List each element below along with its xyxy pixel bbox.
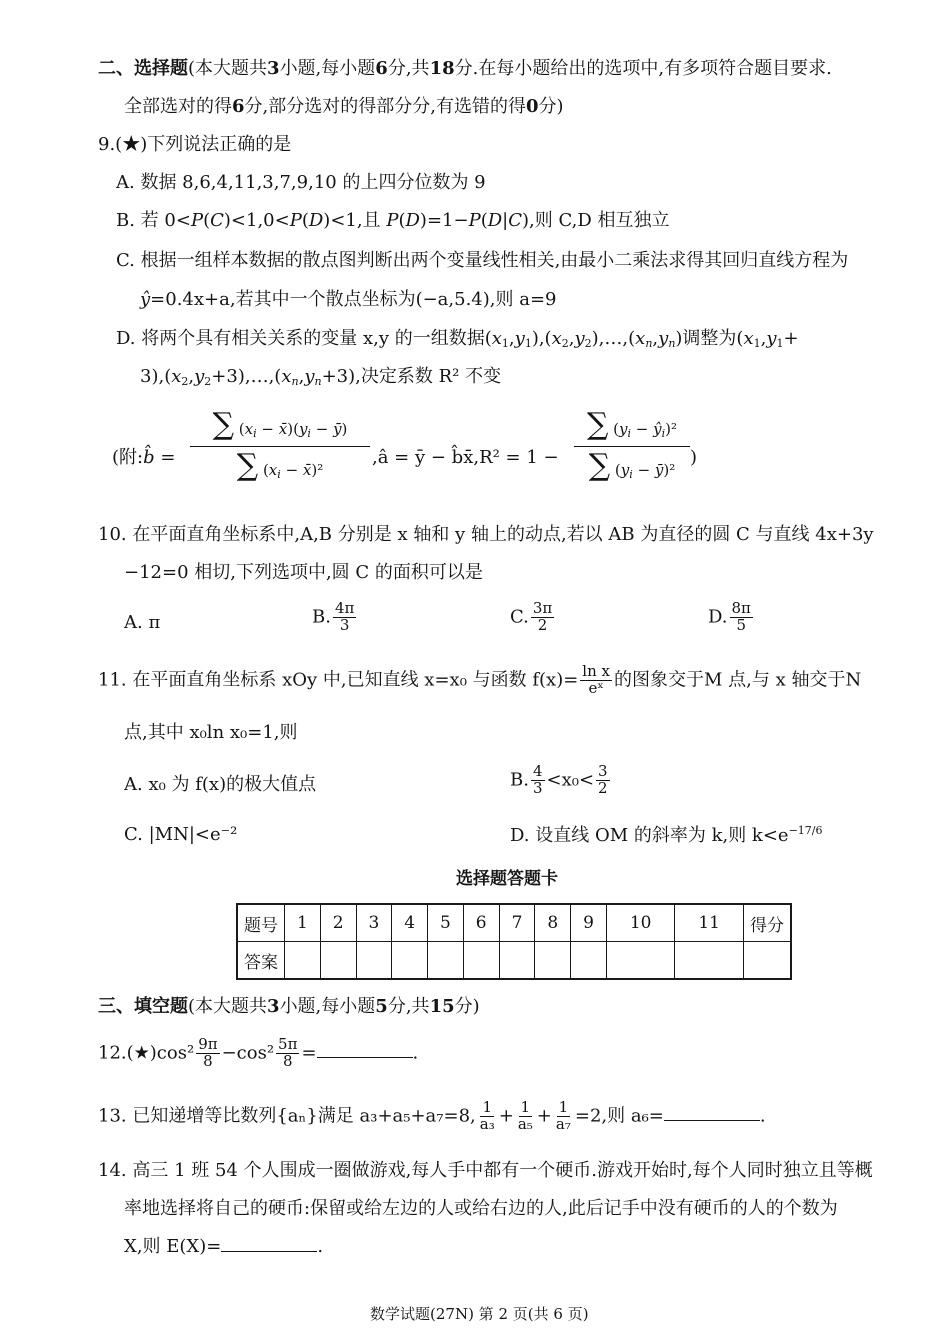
question-number: 2 [320,904,356,942]
b-hat-formula: ∑ ($x_i$ − $x̄)(y_i$ − ȳ) ∑ ($x_i$ − x̄)² [190,410,370,481]
text: 分) [538,96,564,117]
q9-note-close: ) [690,447,698,468]
text: =2,则 a₆= [574,1105,664,1127]
text: 18 [429,58,455,79]
section2-header [98,58,832,80]
q14-answer-blank[interactable] [221,1237,317,1252]
q10-option-d [708,601,755,634]
answer-cell[interactable] [606,942,674,980]
q14-line3 [124,1236,323,1258]
text: 9π [198,1035,218,1053]
text: 8π [731,599,751,617]
text: 3), [140,366,165,387]
text: 3 [267,58,280,79]
answer-cell[interactable] [356,942,392,980]
score-cell[interactable] [744,942,792,980]
text: 3 [532,778,543,797]
text: 3 [267,996,280,1017]
q14-line1: 14. 高三 1 班 54 个人围成一圈做游戏,每人手中都有一个硬币.游戏开始时,每个人同时独立且等概 [98,1160,873,1181]
text: (附: [112,447,144,468]
text: C. [510,606,529,628]
question-number: 11 [675,904,744,942]
text: 5π [278,1035,298,1053]
q12-answer-blank[interactable] [317,1043,413,1058]
text: ln x [582,662,610,680]
q13-answer-blank[interactable] [664,1106,760,1121]
text: . [759,1105,766,1127]
answer-cell[interactable] [535,942,571,980]
question-number: 7 [499,904,535,942]
q9-option-c-line1: C. 根据一组样本数据的散点图判断出两个变量线性相关,由最小二乘法求得其回归直线方程为 [116,250,849,271]
answer-cell[interactable] [285,942,321,980]
text: . [412,1042,419,1064]
q11-option-d [510,824,823,847]
text: + [536,1105,552,1127]
text: D. [708,606,728,628]
q9-option-b: B. 若 0<P(C)<1,0<P(D)<1,且 P(D)=1−P(D|C),则 C,D 相互独立 [116,210,670,231]
text: (本大题共 [188,58,268,79]
answer-cell[interactable] [571,942,607,980]
q10-option-b [312,601,358,634]
text: <x₀< [546,769,595,791]
text: 11. 在平面直角坐标系 xOy 中,已知直线 x=x₀ 与函数 f(x)= [98,669,579,691]
q9-option-d-line1: D. 将两个具有相关关系的变量 x,y 的一组数据$(x_1,y_1),(x_2,y_2),\dots,(x_n,y_n)$调整为($x_1,y_1+$ [116,328,799,350]
text: ,则 C,D 相互独立 [529,210,670,231]
row-label-number: 题号 [237,904,285,942]
q10-option-a: A. π [124,612,161,633]
r2-formula: ∑ ($y_i$ − $ŷ_i)^2$ ∑ ($y_i$ − ȳ)² [574,410,690,481]
text: 2 [537,615,548,634]
text: + [498,1105,514,1127]
q9-option-a: A. 数据 8,6,4,11,3,7,9,10 的上四分位数为 9 [116,172,486,193]
text: 的图象交于M 点,与 x 轴交于N [613,669,862,691]
text: −17/6 [788,824,823,837]
text: =0.4x+a,若其中一个散点坐标为(−a,5.4),则 a=9 [150,289,557,310]
score-label: 得分 [744,904,792,942]
q11-option-c: C. |MN|<e⁻² [124,824,238,845]
question-number: 9 [571,904,607,942]
q10-option-c [510,601,556,634]
text: 全部选对的得 [124,96,232,117]
answer-cell[interactable] [675,942,744,980]
text: 分,共 [387,996,430,1017]
question-number: 10 [606,904,674,942]
text: 15 [429,996,455,1017]
question-number: 3 [356,904,392,942]
text: 12.(★)cos² [98,1042,195,1064]
question-number: 4 [392,904,428,942]
answer-cell[interactable] [499,942,535,980]
q12 [98,1037,418,1070]
answer-cell[interactable] [392,942,428,980]
text: X,则 E(X)= [124,1236,222,1257]
q10-stem-line2: −12=0 相切,下列选项中,圆 C 的面积可以是 [124,562,483,583]
q11-stem-line1 [98,664,861,697]
text: = [301,1042,317,1064]
answer-card-table [236,903,792,980]
page-footer: 数学试题(27N) 第 2 页(共 6 页) [370,1305,589,1323]
a-hat-formula: ,â = ȳ − b̂x̄,R² = 1 − [372,447,559,468]
text: 0 [525,96,539,117]
text: 4 [532,762,543,780]
q13 [98,1100,766,1133]
text: a₃ [479,1114,495,1133]
text: B. 若 0< [116,210,191,231]
q10-stem-line1: 10. 在平面直角坐标系中,A,B 分别是 x 轴和 y 轴上的动点,若以 AB 为直径的圆 C 与直线 4x+3y [98,524,874,545]
text: 5 [375,996,388,1017]
question-number: 8 [535,904,571,942]
question-number: 6 [463,904,499,942]
text: 分,共 [387,58,430,79]
section2-title: 二、选择题 [98,58,188,79]
text: ,决定系数 R² 不变 [355,366,502,387]
row-label-answer: 答案 [237,942,285,980]
q11-stem-line2: 点,其中 x₀ln x₀=1,则 [124,722,298,743]
text: 2 [598,778,608,797]
text: 3π [532,599,553,617]
answer-cell[interactable] [463,942,499,980]
q11-option-b [510,764,612,797]
answer-card-title: 选择题答题卡 [456,869,558,889]
q11-option-a: A. x₀ 为 f(x)的极大值点 [124,774,317,795]
q9-option-c-line2: ŷ=0.4x+a,若其中一个散点坐标为(−a,5.4),则 a=9 [140,289,557,310]
text: (本大题共 [188,996,268,1017]
text: 3 [598,762,608,780]
text: −cos² [221,1042,275,1064]
text: a₅ [517,1114,533,1133]
text: <1,且 [330,210,381,231]
q9-note-open: (附:b̂ = [112,447,176,468]
text: 分) [454,996,480,1017]
text: a₇ [555,1114,571,1133]
text: 小题,每小题 [279,58,376,79]
question-number: 5 [428,904,464,942]
text: 分.在每小题给出的选项中,有多项符合题目要求. [454,58,832,79]
section3-title: 三、填空题 [98,996,188,1017]
text: 8 [282,1051,293,1070]
text: 8 [203,1051,213,1070]
text: 6 [375,58,388,79]
text: 13. 已知递增等比数列{aₙ}满足 a₃+a₅+a₇=8, [98,1105,476,1127]
q9-stem: 9.(★)下列说法正确的是 [98,134,292,155]
q14-line2: 率地选择将自己的硬币:保留或给左边的人或给右边的人,此后记手中没有硬币的人的个数为 [124,1198,838,1219]
text: . [317,1236,324,1257]
section3-header [98,996,480,1018]
q9-option-d-line2: $3),(x_2,y_2+3),\dots,(x_n,y_n+3)$,决定系数 R² 不变 [140,366,502,388]
text: 1 [482,1098,493,1116]
text: B. [510,769,529,791]
text: 小题,每小题 [279,996,376,1017]
text: eˣ [588,678,604,697]
text: D. 设直线 OM 的斜率为 k,则 k<e [510,825,789,846]
text: B. [312,606,331,628]
text: <1,0< [230,210,290,231]
answer-cell[interactable] [320,942,356,980]
section2-header-line2 [124,96,564,118]
text: 6 [232,96,245,117]
table-row [237,904,791,942]
text: D. 将两个具有相关关系的变量 x,y 的一组数据 [116,328,485,349]
question-number: 1 [285,904,321,942]
text: 1 [520,1098,531,1116]
text: 3 [339,615,350,634]
text: 5 [736,615,746,634]
text: 分,部分选对的得部分分,有选错的得 [244,96,526,117]
text: 4π [334,599,355,617]
text: 1 [558,1098,569,1116]
answer-cell[interactable] [428,942,464,980]
table-row [237,942,791,980]
